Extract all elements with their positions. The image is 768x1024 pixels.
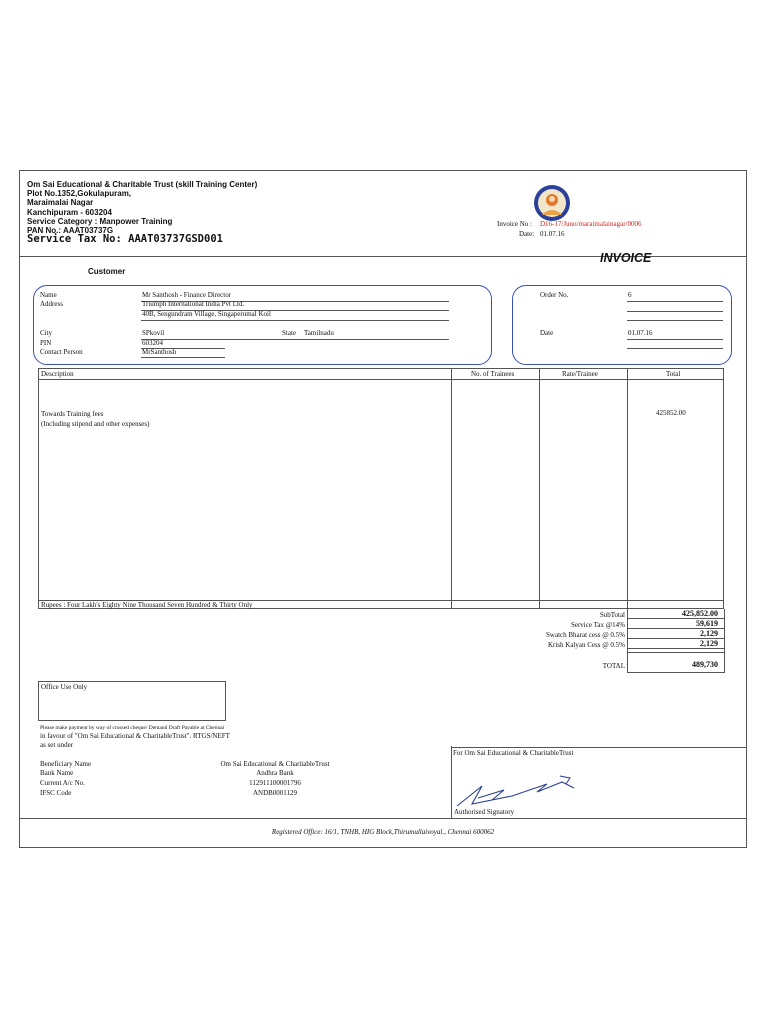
subtotal-label: SubTotal bbox=[599, 611, 625, 619]
customer-address-line2: 40B, Sengundram Village, Singaperumal Koil bbox=[142, 310, 271, 318]
customer-address-line1: Triumph International India Pvt Ltd. bbox=[142, 300, 245, 308]
trust-logo bbox=[527, 183, 577, 223]
pin-value: 603204 bbox=[142, 339, 163, 347]
company-address-line: Kanchipuram - 603204 bbox=[27, 207, 112, 217]
col-trainees: No. of Trainees bbox=[471, 370, 515, 378]
col-divider bbox=[451, 368, 452, 609]
ifsc-label: IFSC Code bbox=[40, 789, 72, 797]
item-description: Towards Training fees bbox=[41, 410, 104, 418]
subtotal-value: 425,852.00 bbox=[682, 609, 718, 618]
swachh-cess-label: Swatch Bharat cess @ 0.5% bbox=[546, 631, 625, 639]
state-label: State bbox=[282, 329, 296, 337]
customer-heading: Customer bbox=[88, 267, 126, 276]
underline bbox=[627, 652, 724, 653]
beneficiary-value: Om Sai Educational & CharitableTrust bbox=[220, 760, 330, 768]
registered-office: Registered Office: 16/1, TNHB, HIG Block,Thirumullaivoyal., Chennai 600062 bbox=[271, 828, 495, 836]
contact-value: MrSanthosh bbox=[142, 348, 177, 356]
ifsc-value: ANDB0001129 bbox=[252, 789, 298, 797]
grand-total-label: TOTAL bbox=[602, 662, 625, 670]
authorised-signatory: Authorised Signatory bbox=[454, 808, 515, 816]
bank-name-value: Andhra Bank bbox=[256, 769, 294, 777]
col-divider bbox=[539, 368, 540, 609]
order-date-value: 01.07.16 bbox=[628, 329, 653, 337]
order-no-value: 6 bbox=[628, 291, 632, 299]
underline bbox=[627, 618, 724, 619]
table-header-rule bbox=[38, 379, 724, 380]
underline bbox=[627, 311, 723, 312]
contact-label: Contact Person bbox=[40, 348, 83, 356]
account-label: Current A/c No. bbox=[40, 779, 85, 787]
signature-top-rule bbox=[451, 747, 747, 748]
grand-total-value: 489,730 bbox=[692, 660, 718, 669]
footer-rule bbox=[19, 818, 747, 819]
item-total: 425852.00 bbox=[656, 409, 686, 417]
krishi-cess-value: 2,129 bbox=[700, 639, 718, 648]
customer-name-value: Mr Santhosh - Finance Director bbox=[142, 291, 232, 299]
invoice-title: INVOICE bbox=[600, 251, 652, 265]
service-tax-label: Service Tax @14% bbox=[570, 621, 625, 629]
customer-box bbox=[33, 285, 492, 365]
col-total: Total bbox=[666, 370, 681, 378]
signatory-for: For Om Sai Educational & CharitableTrust bbox=[453, 749, 574, 757]
state-value: Tamilnadu bbox=[304, 329, 334, 337]
underline bbox=[627, 628, 724, 629]
col-rate: Rate/Trainee bbox=[562, 370, 598, 378]
payment-note-line1: Please make payment by way of crossed cheque/ Demand Draft Payable at Chennai bbox=[40, 725, 225, 731]
beneficiary-label: Beneficiary Name bbox=[40, 760, 92, 768]
underline bbox=[141, 339, 449, 340]
col-divider bbox=[627, 368, 628, 609]
amount-in-words: Rupees : Four Lakh's Eighty Nine Thousand Seven Hundred & Thirty Only bbox=[41, 601, 253, 609]
krishi-cess-label: Krish Kalyan Cess @ 0.5% bbox=[547, 641, 625, 649]
company-header bbox=[27, 180, 257, 235]
underline bbox=[627, 301, 723, 302]
invoice-date-label: Date: bbox=[519, 230, 535, 238]
items-table bbox=[38, 368, 724, 609]
underline bbox=[627, 648, 724, 649]
service-tax-number: Service Tax No: AAAT03737GSD001 bbox=[27, 233, 223, 245]
company-address-line: Maraimalai Nagar bbox=[27, 198, 94, 208]
underline bbox=[141, 320, 449, 321]
underline bbox=[141, 357, 225, 358]
customer-name-label: Name bbox=[40, 291, 57, 299]
order-no-label: Order No. bbox=[540, 291, 569, 299]
underline bbox=[627, 672, 724, 673]
pan-number: PAN No.: AAAT03737G bbox=[27, 226, 114, 236]
swachh-cess-value: 2,129 bbox=[700, 629, 718, 638]
account-value: 112911100001796 bbox=[249, 779, 301, 787]
service-category: Service Category : Manpower Training bbox=[27, 216, 173, 226]
payment-note-line2: in favour of "Om Sai Educational & CharitableTrust". RTGS/NEFT bbox=[40, 732, 230, 740]
invoice-date-value: 01.07.16 bbox=[540, 230, 565, 238]
payment-note-line3: as set under bbox=[40, 741, 74, 749]
underline bbox=[627, 320, 723, 321]
col-description: Description bbox=[41, 370, 74, 378]
company-address-line: Plot No.1352,Gokulapuram, bbox=[27, 189, 132, 199]
col-divider bbox=[627, 609, 628, 673]
underline bbox=[627, 339, 723, 340]
invoice-no-label: Invoice No : bbox=[497, 220, 532, 228]
city-label: City bbox=[40, 329, 53, 337]
underline bbox=[627, 638, 724, 639]
order-date-label: Date bbox=[540, 329, 554, 337]
col-divider bbox=[724, 609, 725, 673]
pin-label: PIN bbox=[40, 339, 52, 347]
city-value: SPkovil bbox=[142, 329, 165, 337]
bank-name-label: Bank Name bbox=[40, 769, 74, 777]
invoice-no-value: D16-17/Juno/maraimalainagar/0006 bbox=[540, 220, 642, 228]
item-description-note: (Including stipend and other expenses) bbox=[41, 420, 150, 428]
underline bbox=[627, 348, 723, 349]
service-tax-value: 59,619 bbox=[696, 619, 718, 628]
company-name: Om Sai Educational & Charitable Trust (skill Training Center) bbox=[27, 180, 258, 189]
customer-address-label: Address bbox=[40, 300, 63, 308]
office-use-label: Office Use Only bbox=[41, 683, 88, 691]
